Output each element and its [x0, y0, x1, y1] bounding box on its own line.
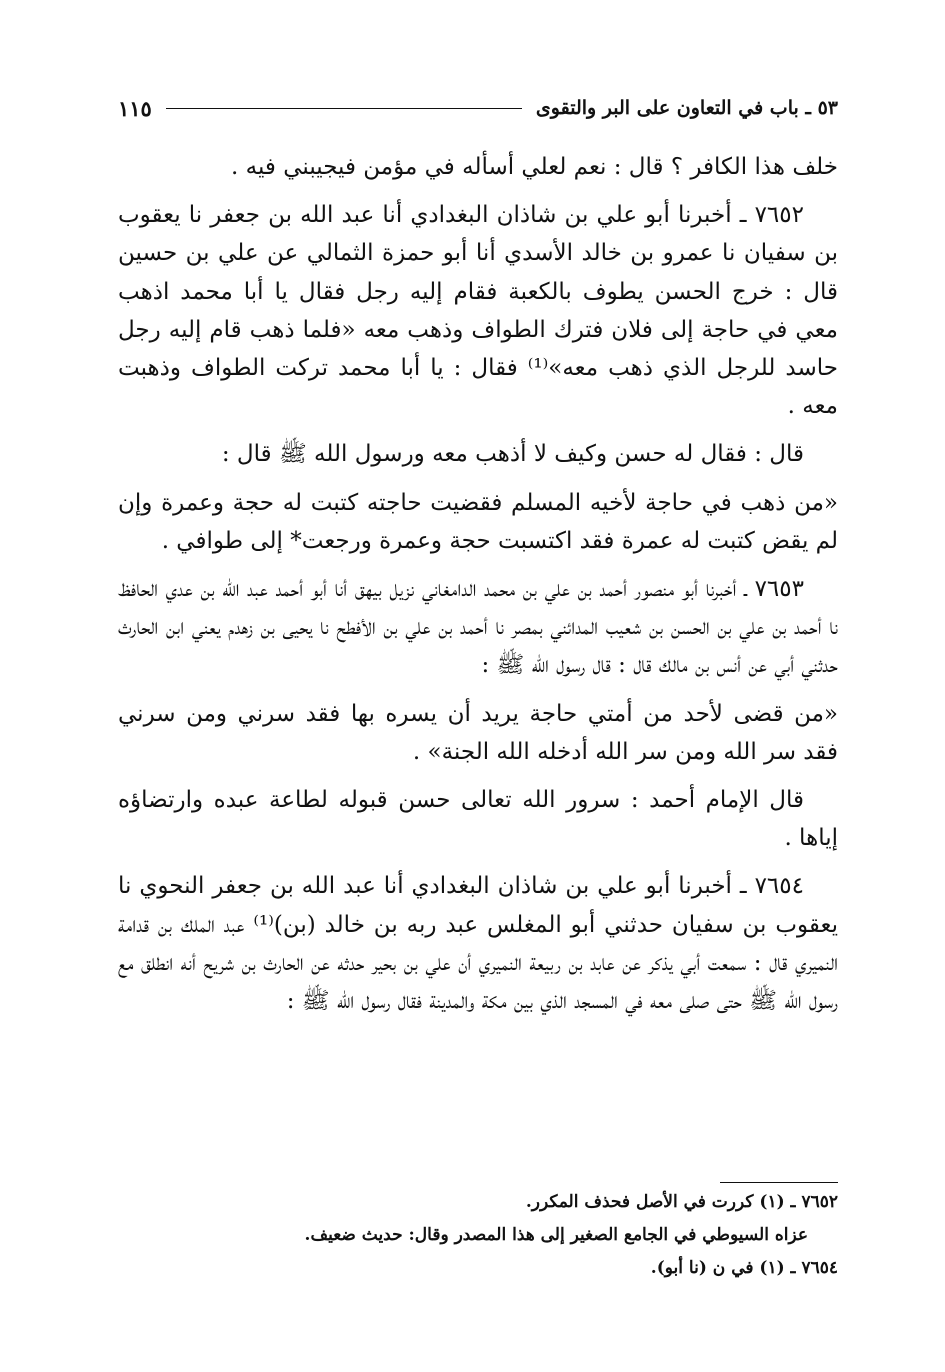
footnote-7652: ٧٦٥٢ ـ (١) كررت في الأصل فحذف المكرر.: [525, 1192, 838, 1212]
hadith-quote-1: «من ذهب في حاجة لأخيه المسلم فقضيت حاجته كتبت له حجة وعمرة وإن لم يقض كتبت له عمرة فقد اكتسبت حجة وعمرة ورجعت* إلى طوافي .: [118, 489, 838, 554]
footnotes: [118, 1186, 838, 1285]
imam-ahmad-comment: قال الإمام أحمد : سرور الله تعالى حسن قبوله لطاعة عبده وارتضاؤه إياها .: [118, 787, 838, 852]
paragraph-hasan-reply: قال : فقال له حسن وكيف لا أذهب معه ورسول الله ﷺ قال :: [221, 441, 804, 468]
paragraph-continuation: خلف هذا الكافر ؟ قال : نعم لعلي أسأله في مؤمن فيجيبني فيه .: [231, 154, 838, 180]
page-number: ١١٥: [118, 95, 152, 121]
hadith-7653: ٧٦٥٣ ـ أخبرنا أبو منصور أحمد بن علي بن محمد الدامغاني نزيل بيهق أنا أبو أحمد عبد الله بن عدي الحافظ نا أحمد بن علي بن الحسن بن شعيب المدائني بمصر نا أحمد بن علي بن الأفطح نا يحيى بن زهدم يعني ابن الحارث حدثني أبي عن أنس بن مالك قال : قال رسول الله ﷺ :: [118, 576, 838, 679]
main-text: [118, 148, 838, 1030]
hadith-quote-2: «من قضى لأحد من أمتي حاجة يريد أن يسره بها فقد سرني ومن سرني فقد سر الله ومن سر الله أدخله الله الجنة» .: [118, 700, 838, 765]
running-header: [118, 88, 838, 128]
hadith-7654: ٧٦٥٤ ـ أخبرنا أبو علي بن شاذان البغدادي أنا عبد الله بن جعفر النحوي نا يعقوب بن سفيان حدثني أبو المغلس عبد ربه بن خالد (بن)⁽¹⁾ عبد الملك بن قدامة النميري قال : سمعت أبي يذكر عن عابد بن ربيعة النميري أن علي بن بحير حدثه عن الحارث بن شريح أنه انطلق مع رسول الله ﷺ حتى صلى معه في المسجد الذي بين مكة والمدينة فقال رسول الله ﷺ :: [118, 873, 839, 1015]
header-rule: [166, 108, 522, 109]
footnote-7652-note: عزاه السيوطي في الجامع الصغير إلى هذا المصدر وقال: حديث ضعيف.: [304, 1225, 808, 1245]
footnote-divider: [720, 1182, 838, 1183]
footnote-7654: ٧٦٥٤ ـ (١) في ن (نا أبو).: [650, 1258, 838, 1278]
hadith-7652: ٧٦٥٢ ـ أخبرنا أبو علي بن شاذان البغدادي أنا عبد الله بن جعفر نا يعقوب بن سفيان نا عمرو بن خالد الأسدي أنا أبو حمزة الثمالي عن علي بن حسين قال : خرج الحسن يطوف بالكعبة فقام إليه رجل فقال يا أبا محمد اذهب معي في حاجة إلى فلان فترك الطواف وذهب معه «فلما ذهب قام إليه رجل حاسد للرجل الذي ذهب معه»⁽¹⁾ فقال : يا أبا محمد تركت الطواف وذهبت معه .: [118, 202, 838, 420]
chapter-title: ٥٣ ـ باب في التعاون على البر والتقوى: [535, 97, 838, 119]
